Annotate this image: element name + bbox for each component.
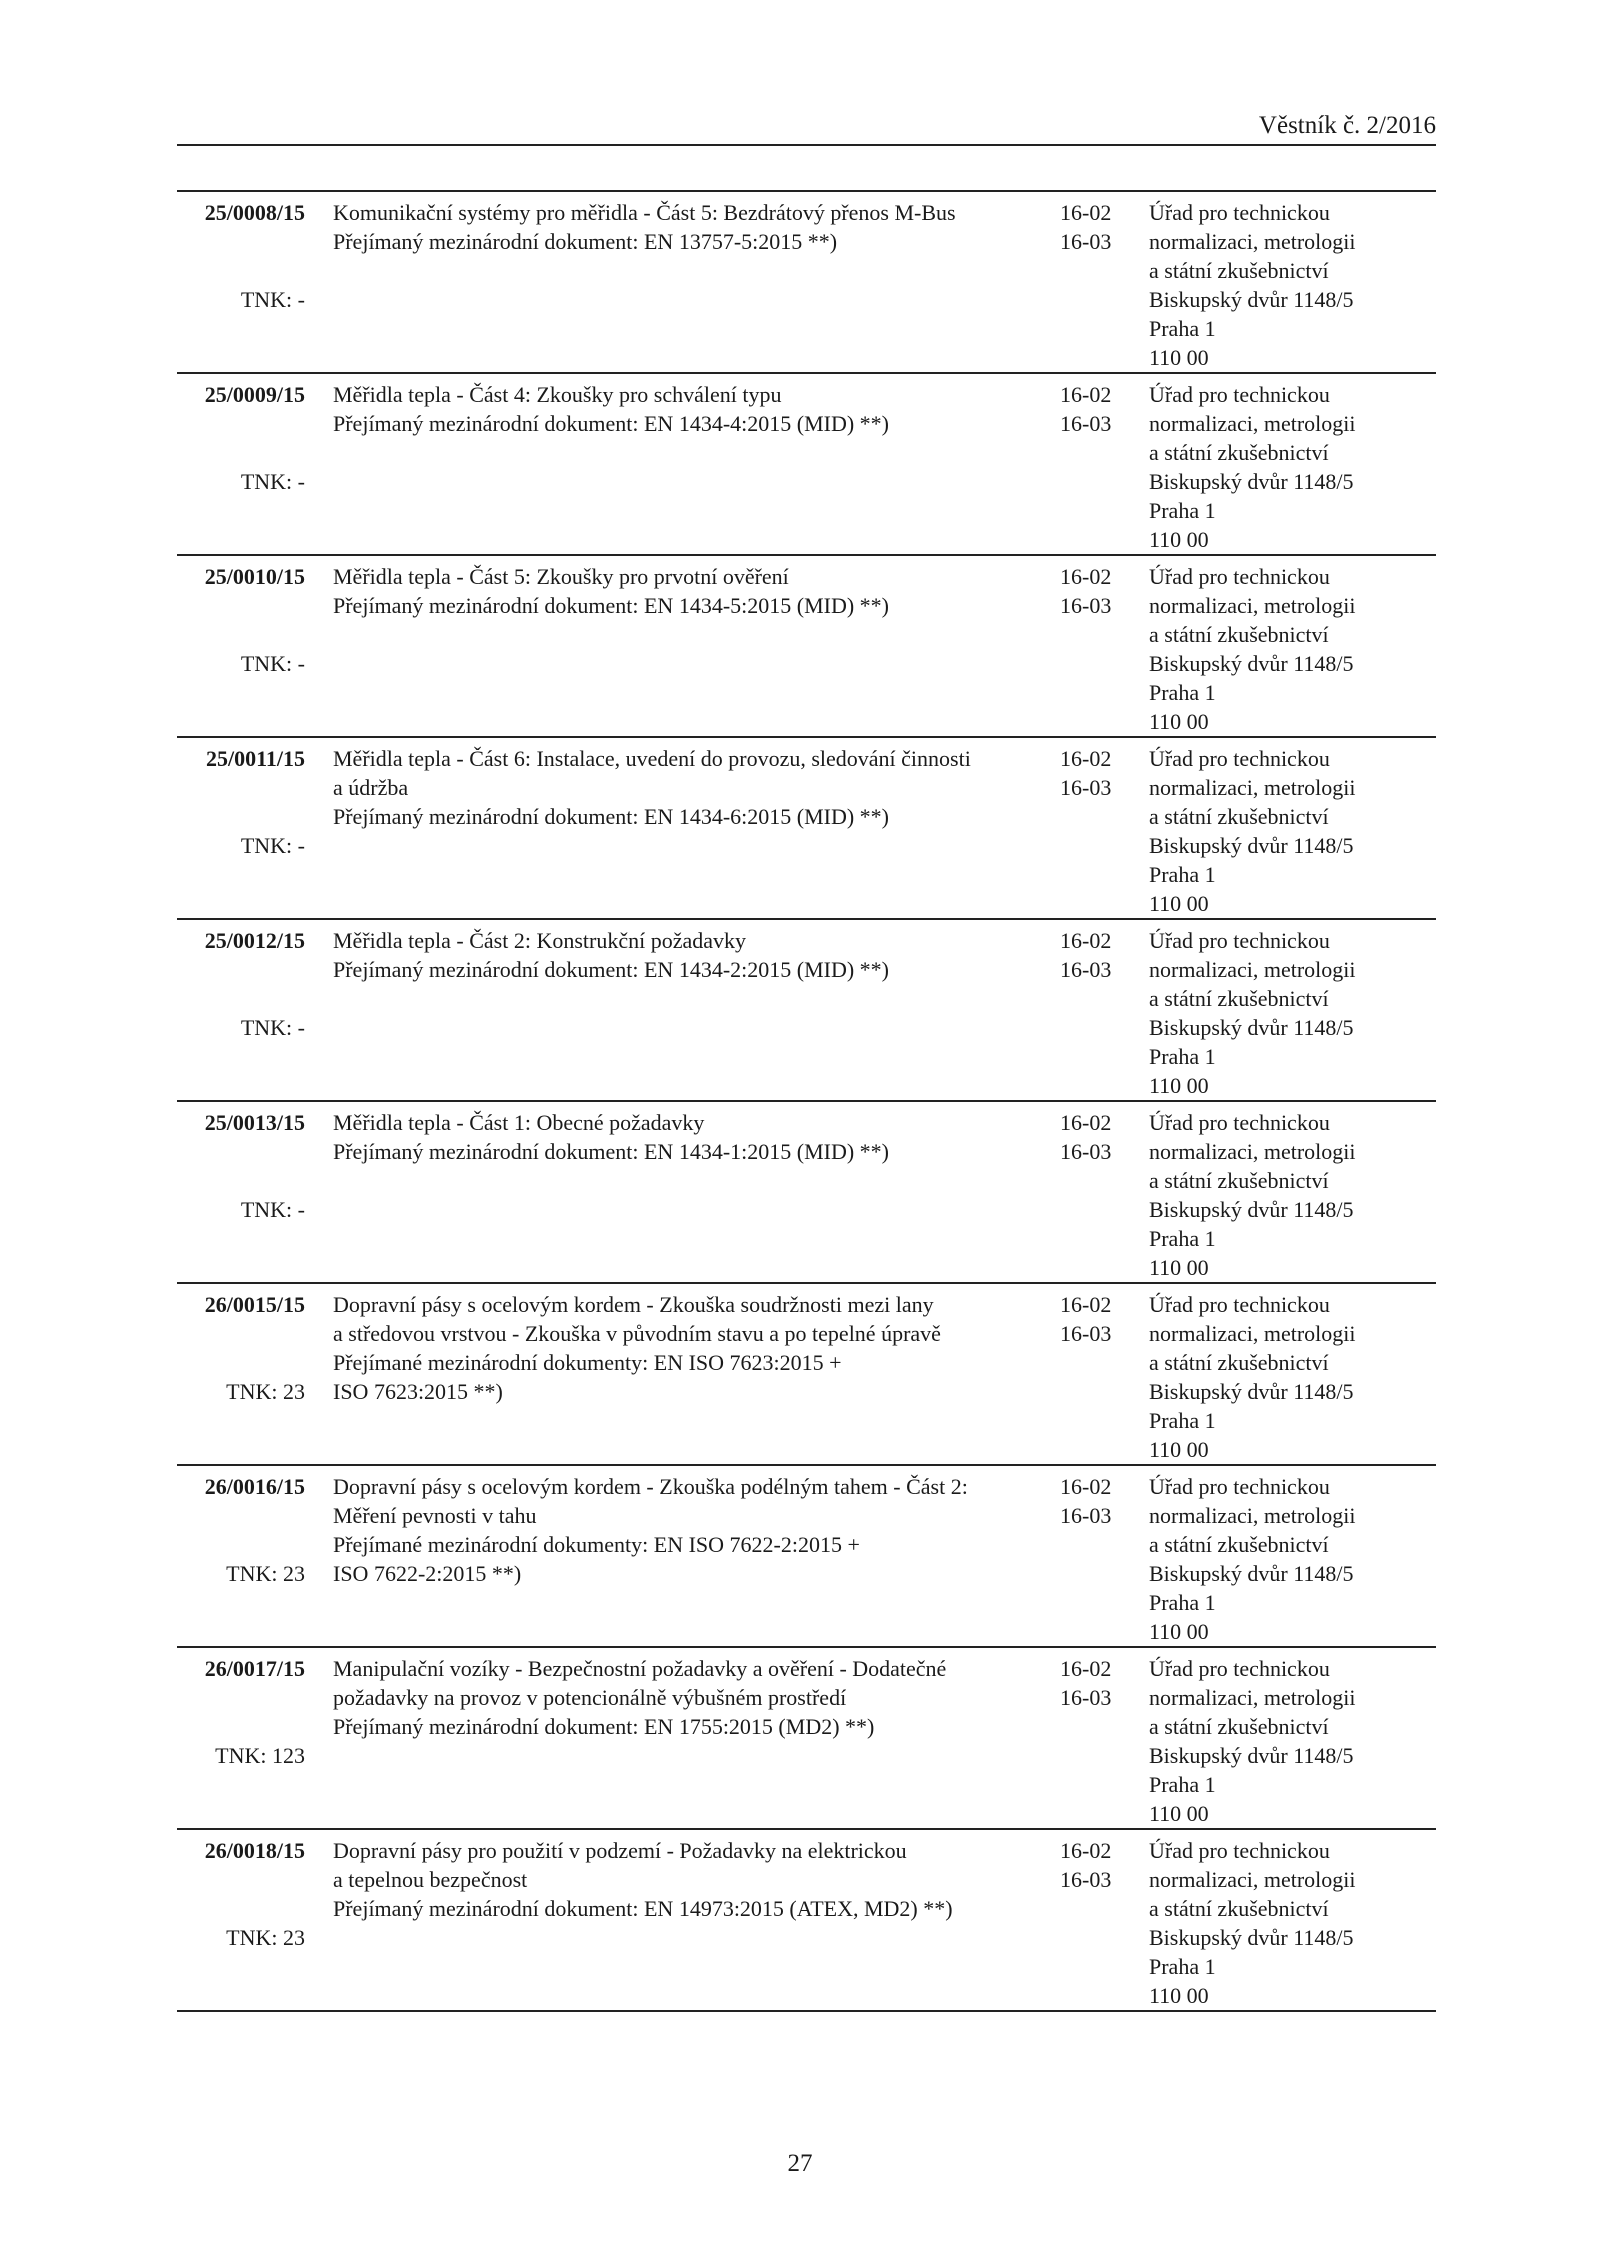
office-address-line: a státní zkušebnictví <box>1149 258 1329 283</box>
table-row <box>177 920 1436 1102</box>
office-address-line: 110 00 <box>1149 1255 1209 1280</box>
page-header <box>177 112 1436 146</box>
entry-codes <box>1060 1108 1130 1166</box>
table-row <box>177 556 1436 738</box>
entry-code: 16-03 <box>1060 1321 1112 1346</box>
office-address-line: Biskupský dvůr 1148/5 <box>1149 1561 1354 1586</box>
entry-tnk: TNK: - <box>240 287 305 312</box>
office-address-line: Úřad pro technickou <box>1149 1292 1330 1317</box>
entry-title-line: ISO 7622-2:2015 **) <box>333 1561 522 1586</box>
entry-title-line: Měřidla tepla - Část 4: Zkoušky pro schválení typu <box>333 382 782 407</box>
table-row <box>177 1466 1436 1648</box>
entry-tnk: TNK: - <box>240 1197 305 1222</box>
entry-office-address <box>1149 926 1429 1100</box>
office-address-line: normalizaci, metrologii <box>1149 1503 1356 1528</box>
office-address-line: normalizaci, metrologii <box>1149 593 1356 618</box>
entry-title-line: Přejímaný mezinárodní dokument: EN 13757-5:2015 **) <box>333 229 838 254</box>
entry-title-line: ISO 7623:2015 **) <box>333 1379 503 1404</box>
entry-title-line: Dopravní pásy s ocelovým kordem - Zkouška podélným tahem - Část 2: <box>333 1474 968 1499</box>
office-address-line: a státní zkušebnictví <box>1149 1532 1329 1557</box>
entry-number: 25/0012/15 <box>204 928 305 953</box>
entry-code: 16-02 <box>1060 746 1112 771</box>
office-address-line: normalizaci, metrologii <box>1149 957 1356 982</box>
entry-title-line: Měření pevnosti v tahu <box>333 1503 537 1528</box>
office-address-line: normalizaci, metrologii <box>1149 229 1356 254</box>
entry-code: 16-02 <box>1060 1292 1112 1317</box>
entry-title-line: Měřidla tepla - Část 5: Zkoušky pro prvotní ověření <box>333 564 789 589</box>
table-row <box>177 1648 1436 1830</box>
office-address-line: 110 00 <box>1149 1801 1209 1826</box>
office-address-line: Biskupský dvůr 1148/5 <box>1149 469 1354 494</box>
entry-title-line: Komunikační systémy pro měřidla - Část 5: Bezdrátový přenos M-Bus <box>333 200 956 225</box>
page-number: 27 <box>787 2150 813 2177</box>
entry-number: 25/0008/15 <box>204 200 305 225</box>
entry-code: 16-03 <box>1060 1685 1112 1710</box>
entry-codes <box>1060 198 1130 256</box>
office-address-line: Praha 1 <box>1149 1590 1216 1615</box>
entry-codes <box>1060 380 1130 438</box>
entry-number: 25/0011/15 <box>205 746 305 771</box>
office-address-line: a státní zkušebnictví <box>1149 1168 1329 1193</box>
office-address-line: Biskupský dvůr 1148/5 <box>1149 1197 1354 1222</box>
office-address-line: 110 00 <box>1149 1437 1209 1462</box>
entry-office-address <box>1149 562 1429 736</box>
office-address-line: Praha 1 <box>1149 1044 1216 1069</box>
entry-title-line: Přejímané mezinárodní dokumenty: EN ISO 7623:2015 + <box>333 1350 842 1375</box>
office-address-line: normalizaci, metrologii <box>1149 775 1356 800</box>
entry-code: 16-02 <box>1060 382 1112 407</box>
entry-number: 26/0015/15 <box>204 1292 305 1317</box>
entry-title-line: Dopravní pásy pro použití v podzemí - Požadavky na elektrickou <box>333 1838 907 1863</box>
office-address-line: normalizaci, metrologii <box>1149 1139 1356 1164</box>
office-address-line: Úřad pro technickou <box>1149 1474 1330 1499</box>
office-address-line: Biskupský dvůr 1148/5 <box>1149 1015 1354 1040</box>
office-address-line: Praha 1 <box>1149 316 1216 341</box>
office-address-line: normalizaci, metrologii <box>1149 1321 1356 1346</box>
entry-title-line: Přejímané mezinárodní dokumenty: EN ISO 7622-2:2015 + <box>333 1532 860 1557</box>
entry-title-line: Přejímaný mezinárodní dokument: EN 1755:2015 (MD2) **) <box>333 1714 875 1739</box>
entry-title-line: Přejímaný mezinárodní dokument: EN 1434-5:2015 (MID) **) <box>333 593 890 618</box>
office-address-line: 110 00 <box>1149 1983 1209 2008</box>
office-address-line: Praha 1 <box>1149 1772 1216 1797</box>
table-row <box>177 1102 1436 1284</box>
office-address-line: Praha 1 <box>1149 1954 1216 1979</box>
office-address-line: normalizaci, metrologii <box>1149 1685 1356 1710</box>
office-address-line: Biskupský dvůr 1148/5 <box>1149 1743 1354 1768</box>
office-address-line: normalizaci, metrologii <box>1149 1867 1356 1892</box>
entry-tnk: TNK: - <box>240 651 305 676</box>
office-address-line: Úřad pro technickou <box>1149 928 1330 953</box>
office-address-line: a státní zkušebnictví <box>1149 1350 1329 1375</box>
entry-number: 26/0018/15 <box>204 1838 305 1863</box>
office-address-line: Biskupský dvůr 1148/5 <box>1149 1379 1354 1404</box>
entry-id-column <box>177 1654 305 1770</box>
entry-id-column <box>177 744 305 860</box>
office-address-line: Biskupský dvůr 1148/5 <box>1149 833 1354 858</box>
entry-office-address <box>1149 1472 1429 1646</box>
entry-id-column <box>177 1836 305 1952</box>
entry-title-line: a tepelnou bezpečnost <box>333 1867 528 1892</box>
entry-id-column <box>177 1472 305 1588</box>
entry-id-column <box>177 926 305 1042</box>
entry-tnk: TNK: - <box>240 469 305 494</box>
office-address-line: Úřad pro technickou <box>1149 564 1330 589</box>
entry-office-address <box>1149 1290 1429 1464</box>
entry-title-line: Přejímaný mezinárodní dokument: EN 1434-6:2015 (MID) **) <box>333 804 890 829</box>
entry-title-line: Měřidla tepla - Část 2: Konstrukční požadavky <box>333 928 747 953</box>
office-address-line: Biskupský dvůr 1148/5 <box>1149 287 1354 312</box>
entry-code: 16-02 <box>1060 1110 1112 1135</box>
entry-number: 25/0010/15 <box>204 564 305 589</box>
office-address-line: a státní zkušebnictví <box>1149 1714 1329 1739</box>
entry-code: 16-02 <box>1060 200 1112 225</box>
entry-code: 16-02 <box>1060 564 1112 589</box>
entry-title-line: a údržba <box>333 775 409 800</box>
office-address-line: 110 00 <box>1149 1619 1209 1644</box>
office-address-line: a státní zkušebnictví <box>1149 804 1329 829</box>
office-address-line: Úřad pro technickou <box>1149 382 1330 407</box>
office-address-line: Biskupský dvůr 1148/5 <box>1149 651 1354 676</box>
entry-code: 16-03 <box>1060 957 1112 982</box>
entry-title-line: Měřidla tepla - Část 6: Instalace, uvedení do provozu, sledování činnosti <box>333 746 971 771</box>
table-row <box>177 738 1436 920</box>
office-address-line: Praha 1 <box>1149 498 1216 523</box>
office-address-line: Úřad pro technickou <box>1149 1838 1330 1863</box>
entry-id-column <box>177 198 305 314</box>
table-row <box>177 1830 1436 2012</box>
entry-office-address <box>1149 744 1429 918</box>
entry-codes <box>1060 744 1130 802</box>
office-address-line: 110 00 <box>1149 891 1209 916</box>
office-address-line: a státní zkušebnictví <box>1149 622 1329 647</box>
office-address-line: a státní zkušebnictví <box>1149 986 1329 1011</box>
office-address-line: Praha 1 <box>1149 1408 1216 1433</box>
entry-code: 16-03 <box>1060 411 1112 436</box>
entry-tnk: TNK: 123 <box>215 1743 305 1768</box>
office-address-line: Úřad pro technickou <box>1149 1656 1330 1681</box>
entry-codes <box>1060 1654 1130 1712</box>
entry-office-address <box>1149 380 1429 554</box>
entry-number: 26/0017/15 <box>204 1656 305 1681</box>
office-address-line: Biskupský dvůr 1148/5 <box>1149 1925 1354 1950</box>
office-address-line: 110 00 <box>1149 527 1209 552</box>
office-address-line: Praha 1 <box>1149 680 1216 705</box>
entry-title-line: a středovou vrstvou - Zkouška v původním stavu a po tepelné úpravě <box>333 1321 941 1346</box>
entry-code: 16-03 <box>1060 1503 1112 1528</box>
entry-code: 16-02 <box>1060 1474 1112 1499</box>
entry-code: 16-02 <box>1060 928 1112 953</box>
entry-code: 16-03 <box>1060 1139 1112 1164</box>
entry-id-column <box>177 380 305 496</box>
entry-title-line: Měřidla tepla - Část 1: Obecné požadavky <box>333 1110 705 1135</box>
entry-codes <box>1060 1290 1130 1348</box>
entry-tnk: TNK: 23 <box>226 1561 305 1586</box>
table-row <box>177 1284 1436 1466</box>
office-address-line: 110 00 <box>1149 709 1209 734</box>
entry-id-column <box>177 1290 305 1406</box>
entry-tnk: TNK: 23 <box>226 1379 305 1404</box>
table-row <box>177 192 1436 374</box>
office-address-line: Úřad pro technickou <box>1149 1110 1330 1135</box>
journal-title: Věstník č. 2/2016 <box>1258 112 1436 139</box>
entry-code: 16-03 <box>1060 593 1112 618</box>
entry-tnk: TNK: - <box>240 1015 305 1040</box>
entry-tnk: TNK: 23 <box>226 1925 305 1950</box>
entry-number: 25/0013/15 <box>204 1110 305 1135</box>
entry-title-line: Dopravní pásy s ocelovým kordem - Zkouška soudržnosti mezi lany <box>333 1292 934 1317</box>
entry-code: 16-03 <box>1060 775 1112 800</box>
entry-codes <box>1060 562 1130 620</box>
entry-title-line: Přejímaný mezinárodní dokument: EN 14973:2015 (ATEX, MD2) **) <box>333 1896 953 1921</box>
entry-number: 26/0016/15 <box>204 1474 305 1499</box>
entry-office-address <box>1149 1108 1429 1282</box>
office-address-line: 110 00 <box>1149 345 1209 370</box>
entry-number: 25/0009/15 <box>204 382 305 407</box>
entry-title-line: Přejímaný mezinárodní dokument: EN 1434-4:2015 (MID) **) <box>333 411 890 436</box>
office-address-line: Úřad pro technickou <box>1149 200 1330 225</box>
entry-id-column <box>177 1108 305 1224</box>
entry-office-address <box>1149 198 1429 372</box>
standards-table <box>177 190 1436 2012</box>
office-address-line: a státní zkušebnictví <box>1149 1896 1329 1921</box>
entry-code: 16-03 <box>1060 1867 1112 1892</box>
office-address-line: normalizaci, metrologii <box>1149 411 1356 436</box>
entry-title-line: požadavky na provoz v potencionálně výbušném prostředí <box>333 1685 847 1710</box>
entry-code: 16-02 <box>1060 1656 1112 1681</box>
office-address-line: 110 00 <box>1149 1073 1209 1098</box>
entry-codes <box>1060 1836 1130 1894</box>
entry-title-line: Manipulační vozíky - Bezpečnostní požadavky a ověření - Dodatečné <box>333 1656 947 1681</box>
office-address-line: Praha 1 <box>1149 1226 1216 1251</box>
entry-tnk: TNK: - <box>240 833 305 858</box>
entry-code: 16-02 <box>1060 1838 1112 1863</box>
entry-code: 16-03 <box>1060 229 1112 254</box>
table-row <box>177 374 1436 556</box>
entry-title-line: Přejímaný mezinárodní dokument: EN 1434-2:2015 (MID) **) <box>333 957 890 982</box>
entry-id-column <box>177 562 305 678</box>
office-address-line: Úřad pro technickou <box>1149 746 1330 771</box>
entry-codes <box>1060 926 1130 984</box>
entry-codes <box>1060 1472 1130 1530</box>
entry-office-address <box>1149 1836 1429 2010</box>
entry-title-line: Přejímaný mezinárodní dokument: EN 1434-1:2015 (MID) **) <box>333 1139 890 1164</box>
office-address-line: a státní zkušebnictví <box>1149 440 1329 465</box>
office-address-line: Praha 1 <box>1149 862 1216 887</box>
entry-office-address <box>1149 1654 1429 1828</box>
